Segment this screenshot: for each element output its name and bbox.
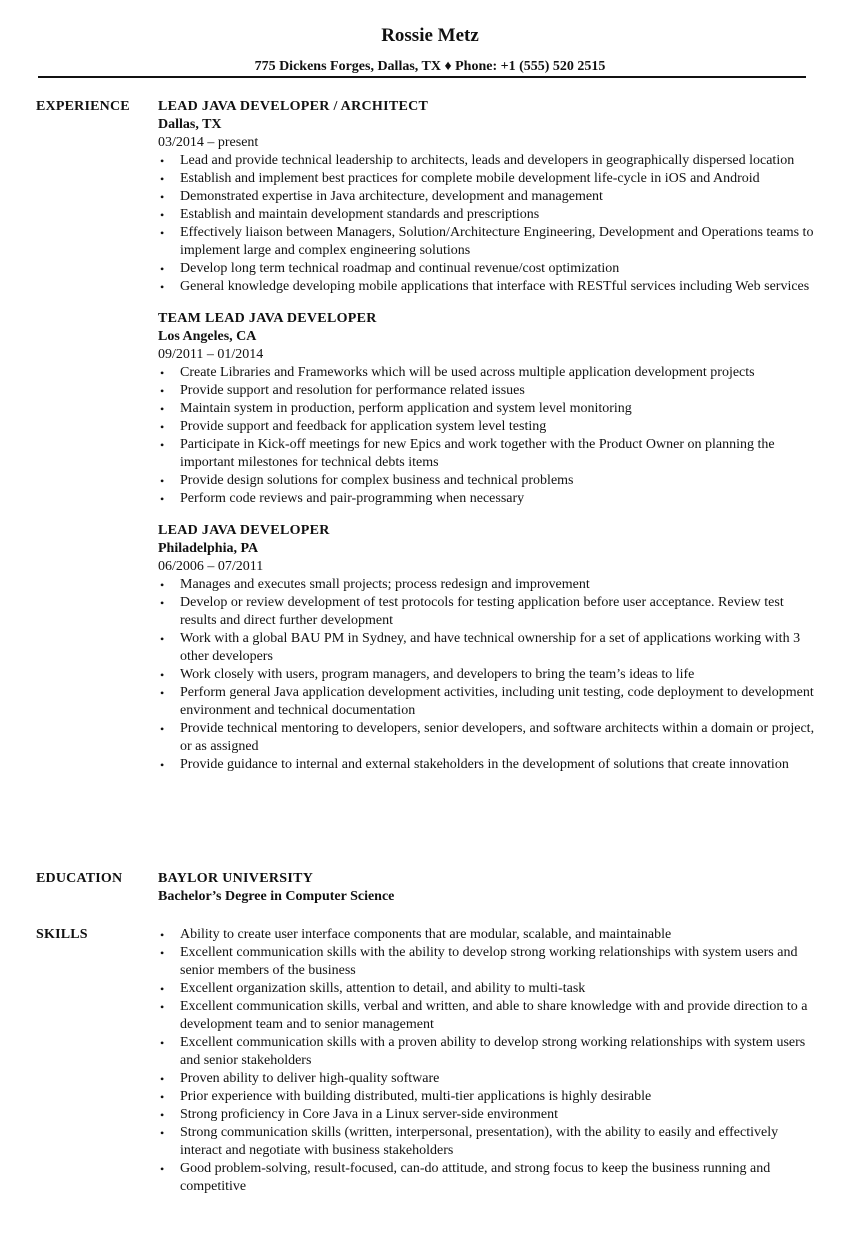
bullet-text: Provide support and feedback for application system level testing xyxy=(180,419,547,434)
bullet-icon: • xyxy=(160,474,165,488)
job-title: TEAM LEAD JAVA DEVELOPER xyxy=(158,311,377,326)
job-entry xyxy=(158,98,818,296)
bullet-text: Lead and provide technical leadership to architects, leads and developers in geographically dispersed location xyxy=(180,153,795,168)
bullet-text: Manages and executes small projects; process redesign and improvement xyxy=(180,577,590,592)
bullet-text: General knowledge developing mobile applications that interface with RESTful services including Web services xyxy=(180,279,810,294)
bullet-text: Develop long term technical roadmap and continual revenue/cost optimization xyxy=(180,261,620,276)
bullet-item xyxy=(158,400,818,418)
bullet-text: Participate in Kick-off meetings for new Epics and work together with the Product Owner on planning the important milestones for technical debts items xyxy=(180,437,775,470)
bullet-icon: • xyxy=(160,1090,165,1104)
bullet-item xyxy=(158,152,818,170)
bullet-icon: • xyxy=(160,758,165,772)
degree: Bachelor’s Degree in Computer Science xyxy=(158,889,395,904)
bullet-text: Establish and implement best practices for complete mobile development life-cycle in iOS and Android xyxy=(180,171,760,186)
bullet-text: Provide design solutions for complex business and technical problems xyxy=(180,473,574,488)
bullet-icon: • xyxy=(160,1036,165,1050)
skills-body xyxy=(158,926,818,1196)
bullet-icon: • xyxy=(160,946,165,960)
bullet-text: Ability to create user interface components that are modular, scalable, and maintainable xyxy=(180,927,672,942)
bullet-icon: • xyxy=(160,262,165,276)
bullet-item xyxy=(158,1070,818,1088)
bullet-item xyxy=(158,382,818,400)
bullet-item xyxy=(158,206,818,224)
bullet-text: Effectively liaison between Managers, Solution/Architecture Engineering, Development and Operations teams to implement large and complex engineering solutions xyxy=(180,225,814,258)
contact-line: 775 Dickens Forges, Dallas, TX ♦ Phone: +1 (555) 520 2515 xyxy=(254,59,606,74)
bullet-text: Excellent organization skills, attention to detail, and ability to multi-task xyxy=(180,981,586,996)
bullet-icon: • xyxy=(160,1000,165,1014)
bullet-item xyxy=(158,224,818,260)
bullet-text: Perform general Java application development activities, including unit testing, code deployment to development environment and technical documentation xyxy=(180,685,814,718)
bullet-icon: • xyxy=(160,722,165,736)
bullet-item xyxy=(158,364,818,382)
bullet-item xyxy=(158,1088,818,1106)
section-label-education: EDUCATION xyxy=(36,871,123,886)
bullet-text: Work with a global BAU PM in Sydney, and have technical ownership for a set of applications working with 3 other developers xyxy=(180,631,801,664)
bullet-icon: • xyxy=(160,280,165,294)
bullet-icon: • xyxy=(160,492,165,506)
bullet-icon: • xyxy=(160,686,165,700)
bullet-icon: • xyxy=(160,668,165,682)
job-title: LEAD JAVA DEVELOPER xyxy=(158,523,330,538)
bullet-text: Maintain system in production, perform application and system level monitoring xyxy=(180,401,632,416)
bullet-text: Prior experience with building distributed, multi-tier applications is highly desirable xyxy=(180,1089,652,1104)
bullet-item xyxy=(158,998,818,1034)
bullet-item xyxy=(158,170,818,188)
bullet-icon: • xyxy=(160,632,165,646)
bullet-item xyxy=(158,576,818,594)
bullet-text: Provide support and resolution for performance related issues xyxy=(180,383,525,398)
job-location: Dallas, TX xyxy=(158,117,222,132)
bullet-icon: • xyxy=(160,402,165,416)
bullet-text: Perform code reviews and pair-programming when necessary xyxy=(180,491,525,506)
bullet-item xyxy=(158,1160,818,1196)
experience-body xyxy=(158,98,818,788)
bullet-icon: • xyxy=(160,578,165,592)
bullet-text: Excellent communication skills with a proven ability to develop strong working relationships with system users and senior stakeholders xyxy=(180,1035,806,1068)
bullet-item xyxy=(158,720,818,756)
bullet-icon: • xyxy=(160,420,165,434)
bullet-item xyxy=(158,630,818,666)
bullet-item xyxy=(158,278,818,296)
bullet-item xyxy=(158,980,818,998)
candidate-name: Rossie Metz xyxy=(381,25,479,46)
bullet-text: Demonstrated expertise in Java architecture, development and management xyxy=(180,189,603,204)
bullet-text: Proven ability to deliver high-quality software xyxy=(180,1071,440,1086)
bullet-item xyxy=(158,944,818,980)
education-body xyxy=(158,870,818,906)
skills-bullets xyxy=(158,926,818,1196)
bullet-item xyxy=(158,1034,818,1070)
bullet-icon: • xyxy=(160,154,165,168)
job-bullets xyxy=(158,152,818,296)
bullet-text: Good problem-solving, result-focused, can-do attitude, and strong focus to keep the business running and competitive xyxy=(180,1161,771,1194)
school-name: BAYLOR UNIVERSITY xyxy=(158,871,314,886)
bullet-text: Establish and maintain development standards and prescriptions xyxy=(180,207,540,222)
bullet-icon: • xyxy=(160,366,165,380)
section-label-experience: EXPERIENCE xyxy=(36,99,130,114)
bullet-item xyxy=(158,418,818,436)
job-entry xyxy=(158,310,818,508)
bullet-item xyxy=(158,594,818,630)
job-entry xyxy=(158,522,818,774)
job-location: Los Angeles, CA xyxy=(158,329,257,344)
bullet-text: Excellent communication skills with the ability to develop strong working relationships with system users and senior members of the business xyxy=(180,945,798,978)
bullet-icon: • xyxy=(160,982,165,996)
bullet-text: Provide guidance to internal and external stakeholders in the development of solutions that create innovation xyxy=(180,757,789,772)
bullet-text: Strong proficiency in Core Java in a Linux server-side environment xyxy=(180,1107,558,1122)
job-dates: 06/2006 – 07/2011 xyxy=(158,559,264,574)
header-divider xyxy=(38,76,806,78)
bullet-item xyxy=(158,188,818,206)
bullet-text: Strong communication skills (written, interpersonal, presentation), with the ability to easily and effectively interact and negotiate with business stakeholders xyxy=(180,1125,779,1158)
job-dates: 03/2014 – present xyxy=(158,135,259,150)
bullet-text: Create Libraries and Frameworks which will be used across multiple application development projects xyxy=(180,365,755,380)
bullet-text: Develop or review development of test protocols for testing application before user acceptance. Review test results and direct further development xyxy=(180,595,784,628)
bullet-item xyxy=(158,926,818,944)
bullet-icon: • xyxy=(160,384,165,398)
bullet-icon: • xyxy=(160,1162,165,1176)
bullet-text: Provide technical mentoring to developers, senior developers, and software architects within a domain or project, or as assigned xyxy=(180,721,815,754)
bullet-icon: • xyxy=(160,928,165,942)
bullet-icon: • xyxy=(160,1126,165,1140)
section-label-skills: SKILLS xyxy=(36,927,88,942)
bullet-item xyxy=(158,666,818,684)
bullet-icon: • xyxy=(160,172,165,186)
bullet-text: Excellent communication skills, verbal and written, and able to share knowledge with and provide direction to a development team and to senior management xyxy=(180,999,808,1032)
job-title: LEAD JAVA DEVELOPER / ARCHITECT xyxy=(158,99,429,114)
bullet-item xyxy=(158,756,818,774)
bullet-icon: • xyxy=(160,208,165,222)
job-location: Philadelphia, PA xyxy=(158,541,259,556)
bullet-item xyxy=(158,1124,818,1160)
bullet-item xyxy=(158,1106,818,1124)
bullet-text: Work closely with users, program managers, and developers to bring the team’s ideas to life xyxy=(180,667,695,682)
job-bullets xyxy=(158,364,818,508)
bullet-icon: • xyxy=(160,1108,165,1122)
bullet-item xyxy=(158,260,818,278)
bullet-item xyxy=(158,472,818,490)
bullet-item xyxy=(158,684,818,720)
bullet-item xyxy=(158,490,818,508)
bullet-item xyxy=(158,436,818,472)
job-dates: 09/2011 – 01/2014 xyxy=(158,347,264,362)
job-bullets xyxy=(158,576,818,774)
bullet-icon: • xyxy=(160,190,165,204)
bullet-icon: • xyxy=(160,1072,165,1086)
bullet-icon: • xyxy=(160,438,165,452)
bullet-icon: • xyxy=(160,596,165,610)
bullet-icon: • xyxy=(160,226,165,240)
